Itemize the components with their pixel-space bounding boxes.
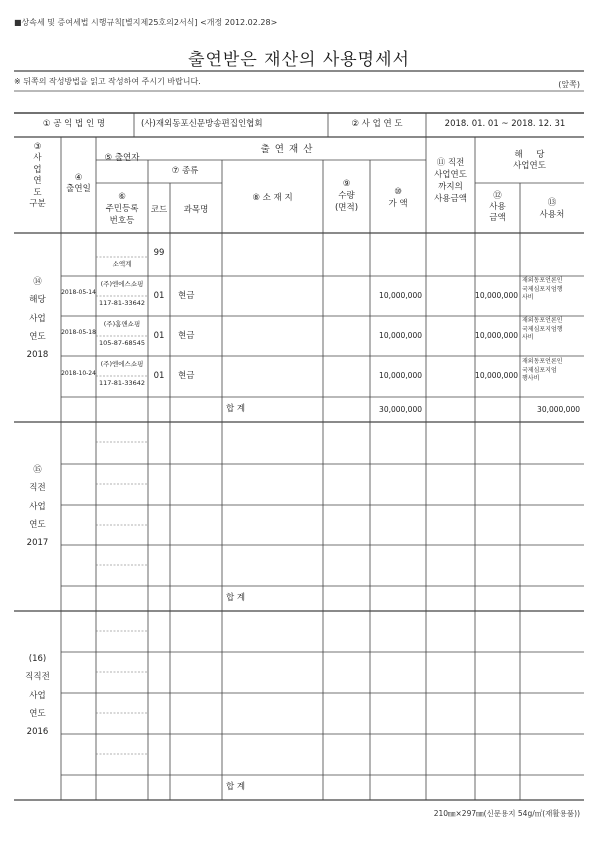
col-header-assets: 출 연 재 산 xyxy=(260,144,314,155)
col-header-value: 가 액 xyxy=(388,199,408,209)
col-header-donor: ⑤ 출연자 xyxy=(104,153,140,163)
col-header-use-place: 사용처 xyxy=(539,210,565,220)
row-3-donor[interactable]: (주)엔에스쇼핑 xyxy=(100,360,144,368)
row-2-value[interactable]: 10,000,000 xyxy=(379,331,422,340)
col-header-num-4: ④ xyxy=(74,173,83,183)
row-3-code[interactable]: 01 xyxy=(153,371,165,381)
row-1-subject[interactable]: 현금 xyxy=(178,291,195,301)
total-label-2016: 합 계 xyxy=(225,782,246,792)
fiscal-year-value[interactable]: 2018. 01. 01 ~ 2018. 12. 31 xyxy=(444,119,566,129)
row-1-code[interactable]: 01 xyxy=(153,291,165,301)
page-side-label: (앞쪽) xyxy=(558,80,580,89)
col-header-prior-used: ⑪ 직전 사업연도 까지의 사용금액 xyxy=(434,158,467,204)
col-header-location: ⑧ 소 재 지 xyxy=(252,193,293,203)
row-1-date[interactable]: 2018-05-14 xyxy=(61,289,96,296)
small-sum-label: 소액계 xyxy=(112,260,132,268)
col-header-asset-type: ⑦ 종류 xyxy=(171,166,199,176)
col-header-num-9: ⑨ xyxy=(342,179,351,189)
row-2-subject[interactable]: 현금 xyxy=(178,331,195,341)
total-used-2018[interactable]: 30,000,000 xyxy=(537,405,580,414)
row-1-use-place[interactable]: 재외동포언론인 국제심포지엄행 사비 xyxy=(522,277,563,302)
col-header-used-amount: 사용 금액 xyxy=(489,202,506,224)
total-label-2018: 합 계 xyxy=(225,404,246,414)
row-3-use-place[interactable]: 재외동포언론인 국제심포지엄 행사비 xyxy=(522,358,563,383)
total-value-2018[interactable]: 30,000,000 xyxy=(379,405,422,414)
section-label-2016: (16) 직직전 사업 연도 2016 xyxy=(25,654,50,738)
corp-name-value[interactable]: (사)재외동포신문방송편집인협회 xyxy=(141,119,263,129)
section-label-2018: ⑭ 해당 사업 연도 2018 xyxy=(26,277,49,361)
col-header-registration-no: 주민등록 번호등 xyxy=(105,204,139,227)
fiscal-year-label: ② 사 업 연 도 xyxy=(351,119,403,129)
instruction-note: ※ 뒤쪽의 작성방법을 읽고 작성하여 주시기 바랍니다. xyxy=(14,77,201,86)
col-header-num-6: ⑥ xyxy=(118,192,126,202)
col-header-current-year: 해 당 사업연도 xyxy=(513,150,546,172)
row-1-donor[interactable]: (주)엔에스쇼핑 xyxy=(100,280,144,288)
small-sum-code[interactable]: 99 xyxy=(153,248,165,258)
row-3-subject[interactable]: 현금 xyxy=(178,371,195,381)
row-3-used[interactable]: 10,000,000 xyxy=(475,371,518,380)
row-2-used[interactable]: 10,000,000 xyxy=(475,331,518,340)
row-2-date[interactable]: 2018-05-18 xyxy=(61,329,96,336)
row-3-date[interactable]: 2018-10-24 xyxy=(61,370,96,377)
col-header-num-13: ⑬ xyxy=(547,198,557,208)
col-header-year-type: ③ 사 업 연 도 구분 xyxy=(29,142,46,210)
row-1-value[interactable]: 10,000,000 xyxy=(379,291,422,300)
law-reference: ■상속세 및 증여세법 시행규칙[별지제25호의2서식] <개정 2012.02.28> xyxy=(14,18,278,27)
col-header-code: 코드 xyxy=(150,205,168,215)
total-label-2017: 합 계 xyxy=(225,593,246,603)
page-title: 출연받은 재산의 사용명세서 xyxy=(188,50,410,70)
row-1-reg-no[interactable]: 117-81-33642 xyxy=(98,299,146,307)
row-2-use-place[interactable]: 재외동포언론인 국제심포지엄행 사비 xyxy=(522,317,563,342)
row-3-value[interactable]: 10,000,000 xyxy=(379,371,422,380)
section-label-2017: ⑮ 직전 사업 연도 2017 xyxy=(26,465,49,549)
corp-name-label: ① 공 익 법 인 명 xyxy=(42,119,106,129)
paper-spec-footer: 210㎜×297㎜(신문용지 54g/㎡(재활용품)) xyxy=(433,809,580,818)
col-header-quantity: 수량 (면적) xyxy=(334,191,359,214)
row-3-reg-no[interactable]: 117-81-33642 xyxy=(98,379,146,387)
row-1-used[interactable]: 10,000,000 xyxy=(475,291,518,300)
col-header-num-12: ⑫ xyxy=(493,191,502,201)
col-header-num-10: ⑩ xyxy=(394,187,402,197)
col-header-donation-date: 출연일 xyxy=(66,184,91,194)
row-2-code[interactable]: 01 xyxy=(153,331,165,341)
row-2-reg-no[interactable]: 105-87-68545 xyxy=(98,339,146,347)
col-header-subject: 과목명 xyxy=(183,205,209,215)
row-2-donor[interactable]: (주)홈앤쇼핑 xyxy=(103,320,141,328)
